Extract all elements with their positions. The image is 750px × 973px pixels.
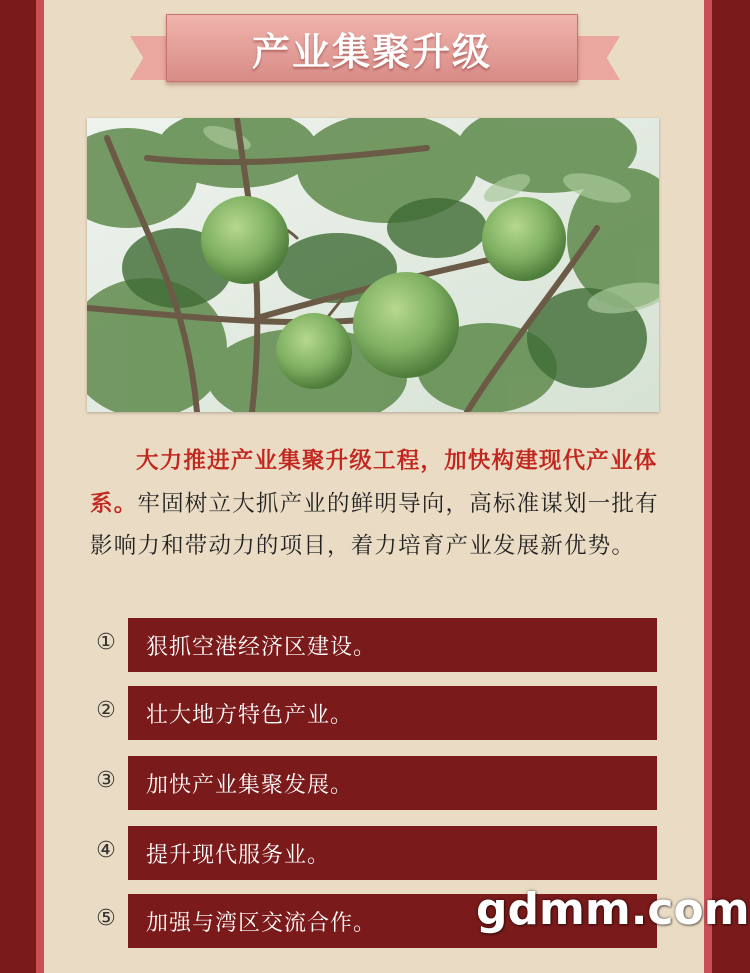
list-text: 加强与湾区交流合作。 xyxy=(146,910,377,936)
frame-edge-right xyxy=(704,0,712,973)
frame-edge-left xyxy=(36,0,44,973)
list-bar xyxy=(128,686,657,740)
list-text: 提升现代服务业。 xyxy=(146,842,331,868)
title-ribbon xyxy=(130,14,620,98)
list-number: ① xyxy=(96,630,116,655)
list-bar xyxy=(128,618,657,672)
pomelo-tree-photo xyxy=(87,118,659,412)
intro-paragraph xyxy=(90,440,668,568)
list-item xyxy=(90,756,657,810)
paragraph-highlight: 大力推进产业集聚升级工程，加快构建现代产业体系。 xyxy=(90,448,658,517)
list-bar xyxy=(128,756,657,810)
list-bar xyxy=(128,826,657,880)
photo-illustration xyxy=(87,118,659,412)
list-item xyxy=(90,618,657,672)
list-item xyxy=(90,826,657,880)
site-watermark: gdmm.com xyxy=(476,884,750,935)
list-text: 壮大地方特色产业。 xyxy=(146,702,354,728)
list-item xyxy=(90,686,657,740)
paragraph-body: 牢固树立大抓产业的鲜明导向，高标准谋划一批有影响力和带动力的项目，着力培育产业发展新优势。 xyxy=(90,490,659,559)
list-number: ⑤ xyxy=(96,906,116,931)
list-number: ② xyxy=(96,698,116,723)
list-number: ③ xyxy=(96,768,116,793)
page-title: 产业集聚升级 xyxy=(251,29,492,74)
list-number: ④ xyxy=(96,838,116,863)
ribbon-banner xyxy=(166,14,578,82)
list-text: 加快产业集聚发展。 xyxy=(146,772,354,798)
list-text: 狠抓空港经济区建设。 xyxy=(146,634,377,660)
